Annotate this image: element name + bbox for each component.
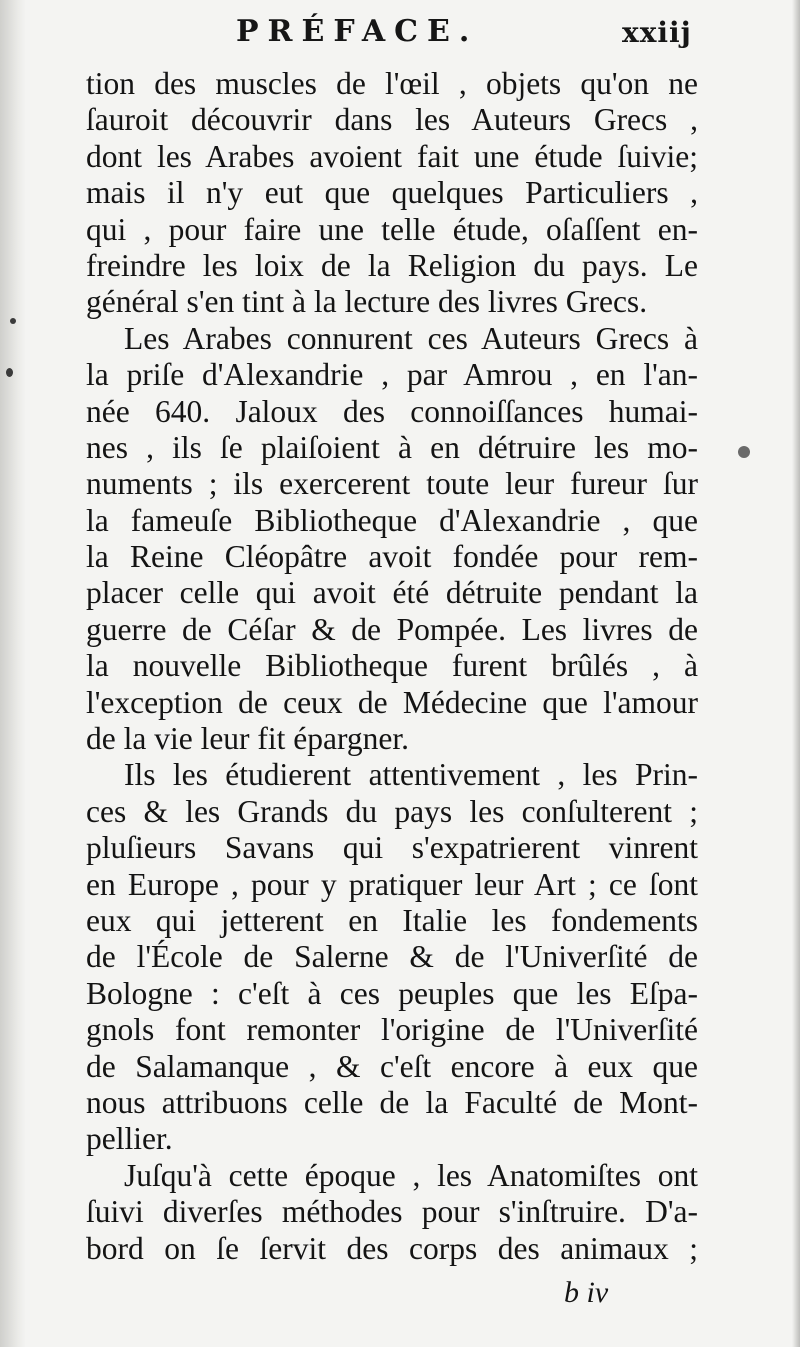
- text-line: pellier.: [86, 1121, 173, 1157]
- text-line: nous attribuons celle de la Faculté de Mont-: [86, 1084, 698, 1120]
- text-line: Juſqu'à cette époque , les Anatomiſtes ont: [124, 1157, 698, 1193]
- text-line: placer celle qui avoit été détruite pendant la: [86, 575, 698, 611]
- signature-mark: b iv: [564, 1276, 609, 1309]
- text-line: la fameuſe Bibliotheque d'Alexandrie , que: [86, 502, 698, 538]
- page-gutter: [0, 0, 26, 1347]
- text-line: de Salamanque , & c'eſt encore à eux que: [86, 1048, 698, 1084]
- page-edge: [792, 0, 800, 1347]
- paragraph-2: [86, 321, 698, 758]
- text-line: nes , ils ſe plaiſoient à en détruire les mo-: [86, 429, 698, 465]
- text-line: tion des muscles de l'œil , objets qu'on ne: [86, 66, 698, 101]
- text-line: la Reine Cléopâtre avoit fondée pour rem-: [86, 539, 698, 575]
- text-line: mais il n'y eut que quelques Particuliers ,: [86, 175, 698, 211]
- body-text: [86, 66, 698, 1267]
- text-line: freindre les loix de la Religion du pays. Le: [86, 247, 698, 283]
- text-line: en Europe , pour y pratiquer leur Art ; ce ſont: [86, 866, 698, 902]
- page-header: [0, 14, 800, 54]
- text-line: numents ; ils exercerent toute leur fureur ſur: [86, 466, 698, 502]
- text-line: la nouvelle Bibliotheque furent brûlés , à: [86, 648, 698, 684]
- paragraph-4: [86, 1158, 698, 1267]
- ink-speck: [738, 446, 750, 458]
- paragraph-3: [86, 757, 698, 1157]
- ink-speck: [10, 318, 16, 324]
- paragraph-1: [86, 66, 698, 321]
- text-line: Bologne : c'eſt à ces peuples que les Eſpa-: [86, 975, 698, 1011]
- text-line: eux qui jetterent en Italie les fondements: [86, 902, 698, 938]
- text-line: la priſe d'Alexandrie , par Amrou , en l'an-: [86, 357, 698, 393]
- text-line: de l'École de Salerne & de l'Univerſité de: [86, 939, 698, 975]
- text-line: Ils les étudierent attentivement , les Prin-: [124, 757, 698, 793]
- text-line: ſauroit découvrir dans les Auteurs Grecs ,: [86, 102, 698, 138]
- text-line: née 640. Jaloux des connoiſſances humai-: [86, 393, 698, 429]
- text-line: de la vie leur fit épargner.: [86, 721, 410, 757]
- text-line: ſuivi diverſes méthodes pour s'inſtruire. D'a-: [86, 1194, 698, 1230]
- text-line: l'exception de ceux de Médecine que l'amour: [86, 684, 698, 720]
- ink-speck: [6, 368, 13, 377]
- text-line: qui , pour faire une telle étude, oſaſſent en-: [86, 211, 698, 247]
- text-line: pluſieurs Savans qui s'expatrierent vinrent: [86, 830, 698, 866]
- text-line: gnols font remonter l'origine de l'Univerſité: [86, 1012, 698, 1048]
- text-line: dont les Arabes avoient fait une étude ſuivie;: [86, 138, 698, 174]
- text-line: ces & les Grands du pays les conſulterent ;: [86, 793, 698, 829]
- text-line: bord on ſe ſervit des corps des animaux ;: [86, 1230, 698, 1266]
- page-number: xxiij: [622, 16, 692, 49]
- running-head: PRÉFACE.: [236, 14, 479, 49]
- text-line: guerre de Céſar & de Pompée. Les livres de: [86, 611, 698, 647]
- text-line: Les Arabes connurent ces Auteurs Grecs à: [124, 320, 698, 356]
- text-line: général s'en tint à la lecture des livres Grecs.: [86, 284, 648, 320]
